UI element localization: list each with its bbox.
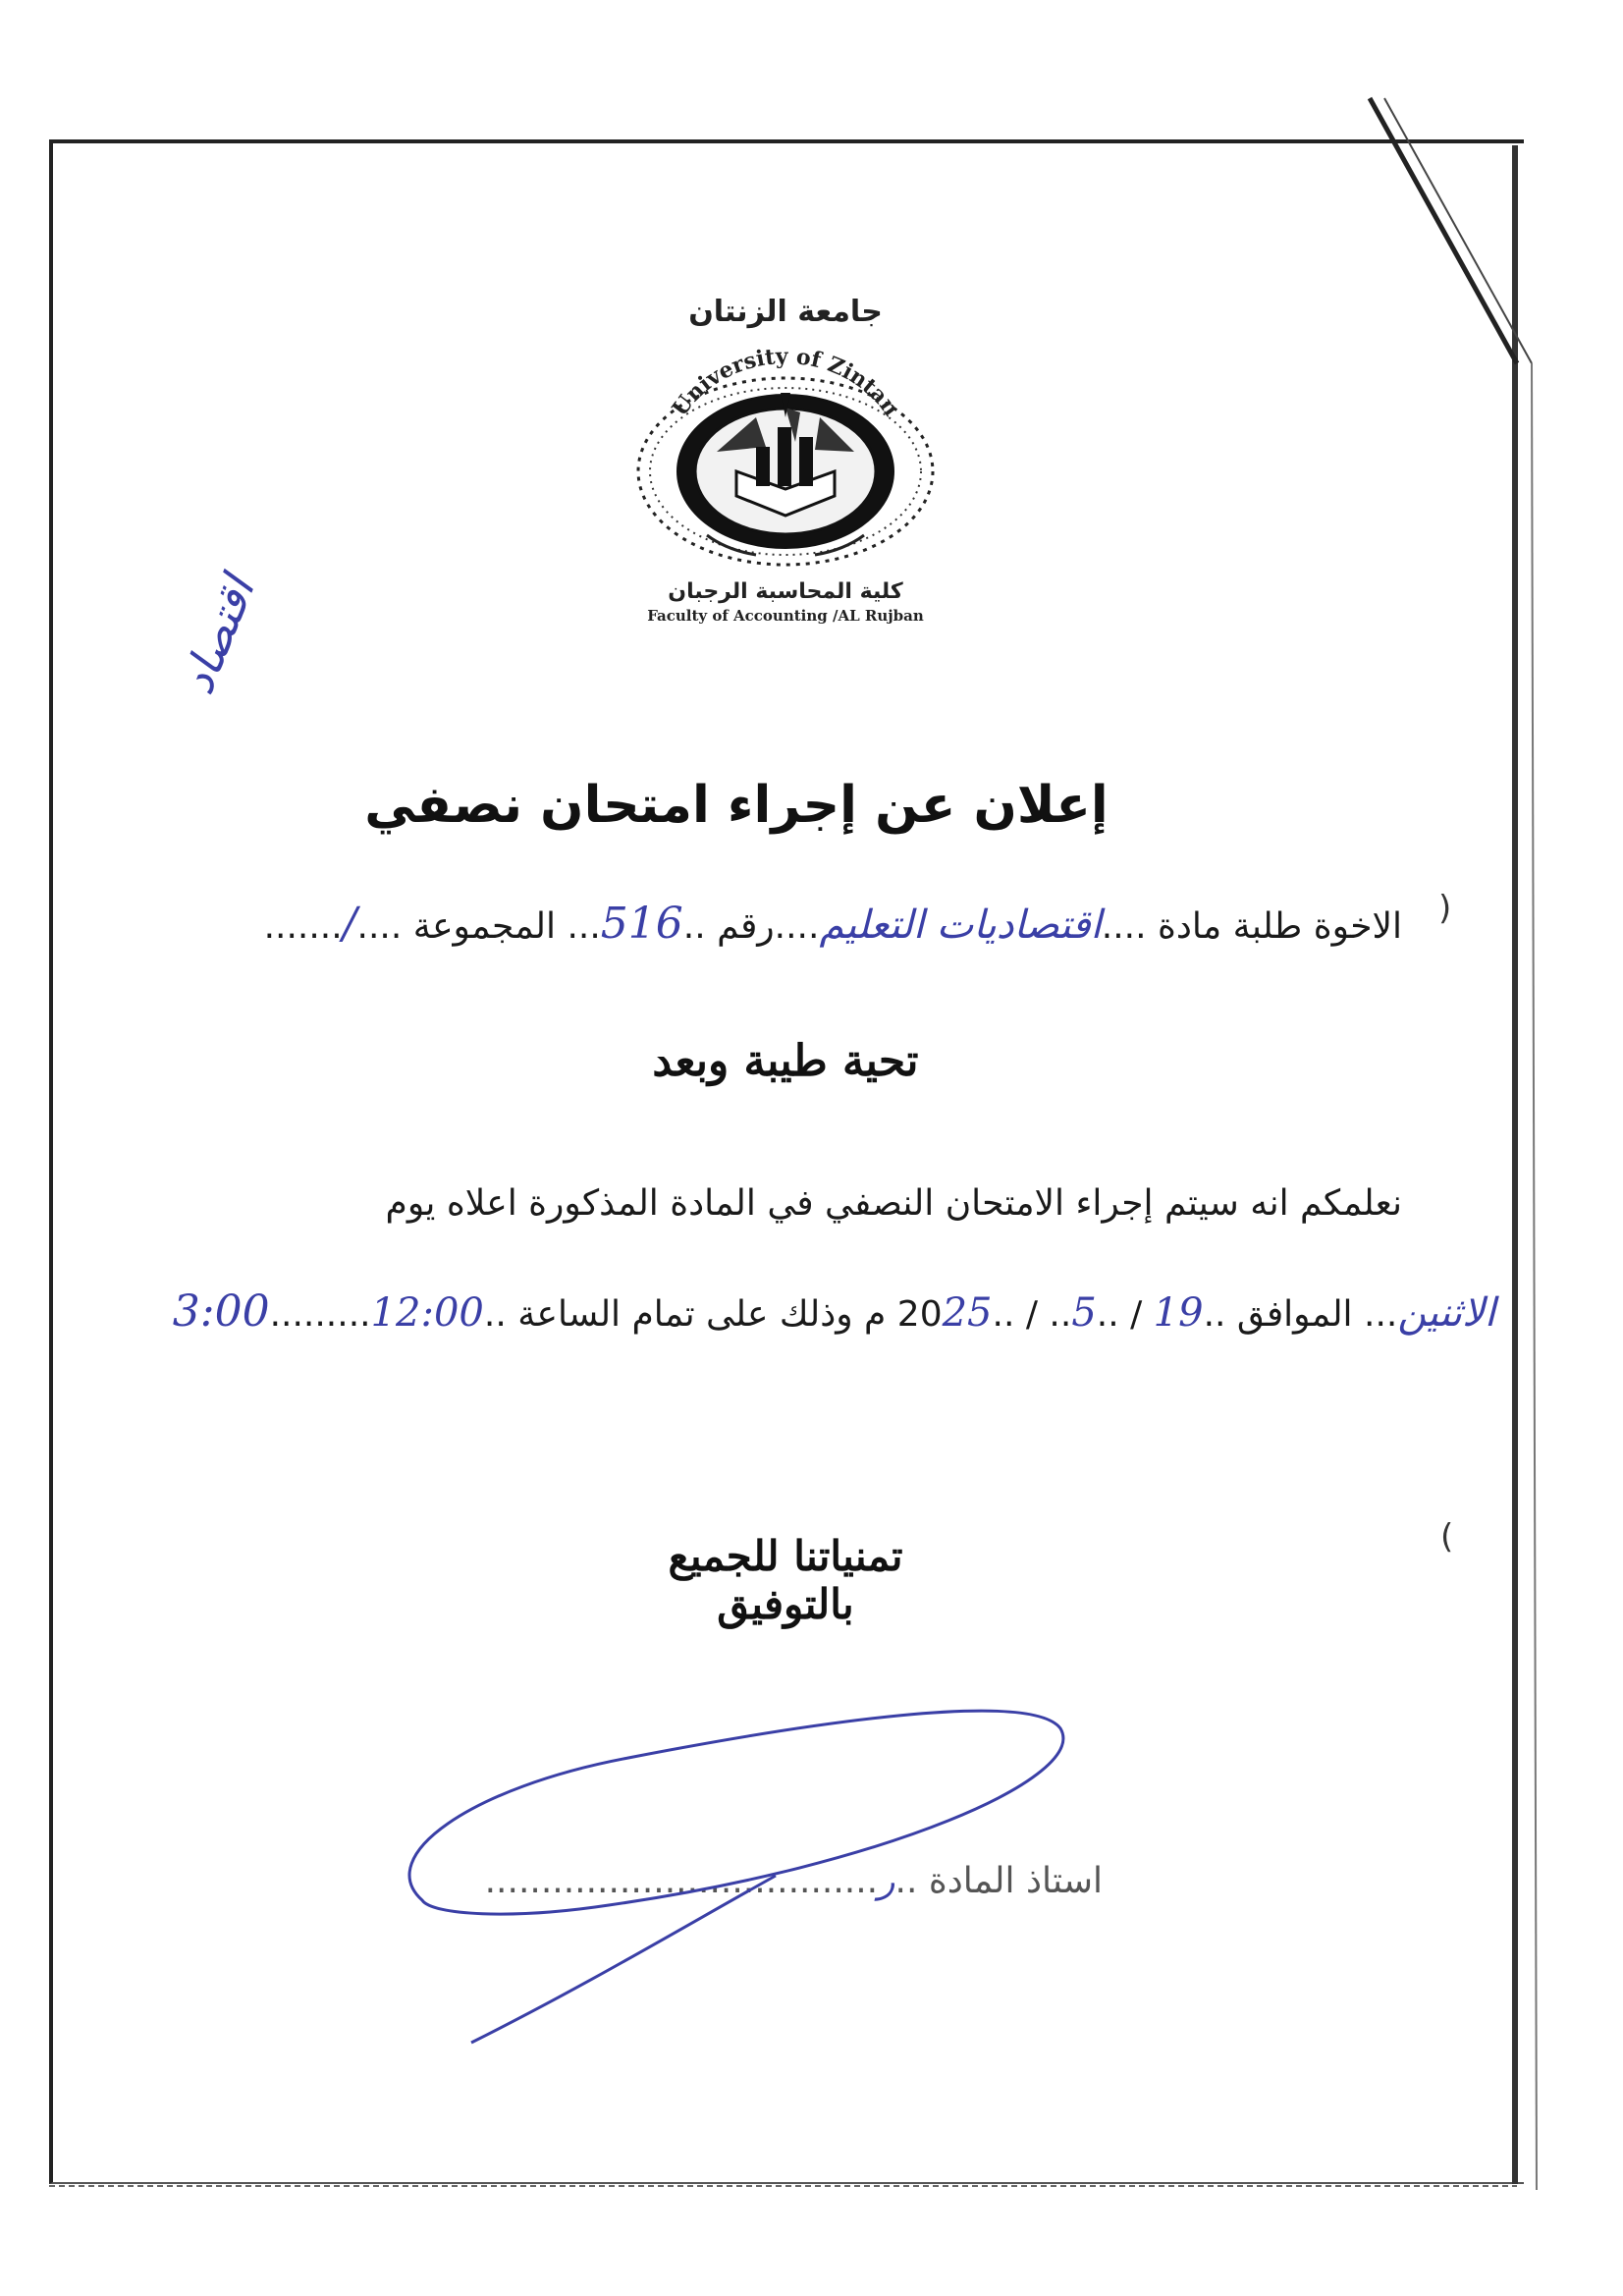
date-year-prefix: 20 xyxy=(896,1294,943,1335)
body-line-2: الاثنين... الموافق ..19 / ..5.. / ..2025 م وذلك على تمام الساعة ..12:00.........3:00 xyxy=(172,1286,1495,1337)
exam-day: الاثنين xyxy=(1397,1290,1495,1336)
date-year-suffix: 25 xyxy=(942,1290,993,1336)
closing-wishes: تمنياتنا للجميع بالتوفيق xyxy=(668,1532,903,1628)
bracket-mark-2: ( xyxy=(1440,1517,1454,1557)
date-label: الموافق xyxy=(1236,1294,1353,1335)
logo-emblem xyxy=(609,324,962,579)
addressee-prefix: الاخوة طلبة مادة xyxy=(1157,906,1402,947)
body-line-1: نعلمكم انه سيتم إجراء الامتحان النصفي في المادة المذكورة اعلاه يوم xyxy=(385,1183,1402,1224)
number-label: رقم xyxy=(717,906,775,947)
university-name-en: University of Zintan xyxy=(667,343,904,421)
greeting: تحية طيبة وبعد xyxy=(652,1036,919,1086)
signature-line: استاذ المادة ..ر................................... xyxy=(484,1861,1103,1901)
subject-name: اقتصاديات التعليم xyxy=(819,902,1102,948)
signature-label: استاذ المادة xyxy=(928,1861,1103,1901)
course-number: 516 xyxy=(600,899,683,949)
faculty-name-ar: كلية المحاسبة الرجبان xyxy=(668,579,903,604)
date-month: 5 xyxy=(1071,1290,1097,1336)
group-value: / xyxy=(342,899,357,949)
group-label: المجموعة xyxy=(412,906,556,947)
date-day: 19 xyxy=(1153,1290,1204,1336)
bracket-mark: ) xyxy=(1438,889,1452,928)
faculty-name-en: Faculty of Accounting /AL Rujban xyxy=(647,607,924,625)
margin-note: اقتصاد xyxy=(170,569,265,702)
university-name-ar: جامعة الزنتان xyxy=(688,295,883,329)
time-to: 3:00 xyxy=(172,1286,270,1337)
time-from: 12:00 xyxy=(370,1290,484,1336)
page-title: إعلان عن إجراء امتحان نصفي xyxy=(364,776,1109,835)
addressee-line: الاخوة طلبة مادة ....اقتصاديات التعليم....رقم ..516... المجموعة ..../....... xyxy=(263,899,1402,949)
university-logo xyxy=(609,295,962,629)
time-label: م وذلك على تمام الساعة xyxy=(517,1294,887,1335)
